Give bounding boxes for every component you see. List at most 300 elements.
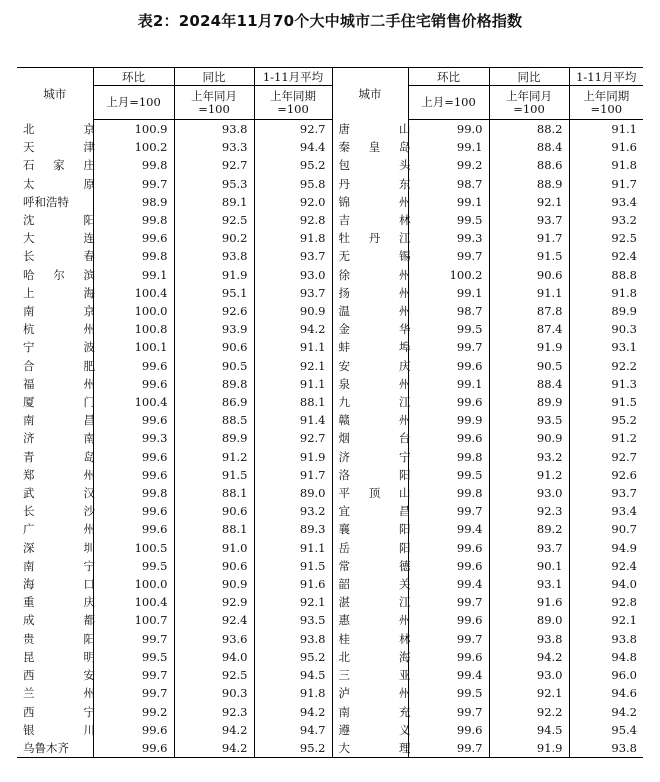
city-name-right — [332, 175, 411, 193]
city-name-right-text: 徐 州 — [338, 267, 411, 282]
city-name-left-text: 杭 州 — [23, 322, 95, 337]
city-name-left-text: 长 沙 — [23, 504, 95, 519]
city-name-left-text: 南 宁 — [23, 558, 95, 573]
city-name-right-text: 岳 阳 — [338, 540, 411, 555]
table-row — [17, 120, 643, 139]
mom-value-left: 99.7 — [93, 175, 174, 193]
avg-value-right: 92.4 — [569, 557, 643, 575]
table-row — [17, 684, 643, 702]
city-name-left-text: 厦 门 — [23, 395, 95, 410]
yoy-value-right: 93.1 — [489, 575, 569, 593]
mom-value-left: 99.8 — [93, 484, 174, 502]
header-mom-base-left: 上月=100 — [93, 86, 174, 120]
city-name-left-text: 长 春 — [23, 249, 95, 264]
table-row — [17, 320, 643, 338]
mom-value-left: 99.6 — [93, 739, 174, 758]
yoy-value-right: 93.2 — [489, 448, 569, 466]
table-row — [17, 539, 643, 557]
city-name-right-text: 温 州 — [338, 304, 411, 319]
yoy-value-right: 90.1 — [489, 557, 569, 575]
table-title: 表2：2024年11月70个大中城市二手住宅销售价格指数 — [137, 12, 523, 30]
avg-value-left: 91.6 — [254, 575, 332, 593]
yoy-value-right: 90.5 — [489, 357, 569, 375]
table-row — [17, 593, 643, 611]
yoy-value-right: 92.1 — [489, 193, 569, 211]
avg-value-right: 91.5 — [569, 393, 643, 411]
city-name-left — [17, 266, 93, 284]
city-name-left — [17, 193, 93, 211]
table-row — [17, 739, 643, 758]
mom-value-left: 99.5 — [93, 648, 174, 666]
mom-value-right: 99.6 — [408, 721, 489, 739]
city-name-right-text: 蚌 埠 — [338, 340, 411, 355]
mom-value-left: 100.0 — [93, 302, 174, 320]
header-avg-base-right: 上年同期 =100 — [569, 86, 643, 120]
city-name-left — [17, 448, 93, 466]
mom-value-left: 99.2 — [93, 703, 174, 721]
header-mom-base-right: 上月=100 — [408, 86, 489, 120]
mom-value-right: 99.4 — [408, 575, 489, 593]
avg-value-left: 95.2 — [254, 648, 332, 666]
mom-value-right: 99.7 — [408, 338, 489, 356]
avg-value-left: 93.2 — [254, 502, 332, 520]
city-name-left — [17, 703, 93, 721]
avg-value-right: 93.4 — [569, 193, 643, 211]
table-body — [17, 120, 643, 758]
table-row — [17, 193, 643, 211]
mom-value-right: 98.7 — [408, 302, 489, 320]
city-name-left-text: 南 京 — [23, 304, 95, 319]
avg-value-right: 91.8 — [569, 284, 643, 302]
yoy-value-right: 91.9 — [489, 338, 569, 356]
yoy-value-left: 90.5 — [174, 357, 254, 375]
avg-value-left: 92.7 — [254, 429, 332, 447]
avg-value-right: 92.5 — [569, 229, 643, 247]
city-name-right — [332, 484, 411, 502]
avg-value-left: 93.7 — [254, 284, 332, 302]
header-yoy-base-left: 上年同月 =100 — [174, 86, 254, 120]
city-name-left-text: 上 海 — [23, 285, 95, 300]
yoy-value-left: 90.3 — [174, 684, 254, 702]
mom-value-left: 100.2 — [93, 138, 174, 156]
mom-value-right: 99.7 — [408, 703, 489, 721]
city-name-left-text: 太 原 — [23, 176, 95, 191]
yoy-value-right: 88.6 — [489, 156, 569, 174]
avg-value-right: 91.3 — [569, 375, 643, 393]
city-name-left — [17, 429, 93, 447]
avg-value-left: 91.1 — [254, 338, 332, 356]
table-row — [17, 375, 643, 393]
city-name-right-text: 丹 东 — [338, 176, 411, 191]
city-name-left — [17, 721, 93, 739]
mom-value-left: 99.6 — [93, 502, 174, 520]
table-row — [17, 703, 643, 721]
yoy-value-left: 94.0 — [174, 648, 254, 666]
city-name-left — [17, 411, 93, 429]
avg-value-right: 91.2 — [569, 429, 643, 447]
avg-value-right: 93.1 — [569, 338, 643, 356]
yoy-value-left: 92.3 — [174, 703, 254, 721]
avg-value-left: 91.8 — [254, 229, 332, 247]
city-name-right-text: 烟 台 — [338, 431, 411, 446]
mom-value-right: 99.9 — [408, 411, 489, 429]
table-row — [17, 429, 643, 447]
avg-value-right: 93.7 — [569, 484, 643, 502]
mom-value-left: 99.8 — [93, 247, 174, 265]
mom-value-left: 99.6 — [93, 229, 174, 247]
avg-value-right: 92.7 — [569, 448, 643, 466]
city-name-right — [332, 411, 411, 429]
avg-value-right: 91.1 — [569, 120, 643, 139]
city-name-left-text: 乌 鲁 木 齐 — [23, 740, 69, 755]
table-row — [17, 648, 643, 666]
yoy-value-right: 92.2 — [489, 703, 569, 721]
table-row — [17, 502, 643, 520]
avg-value-right: 92.2 — [569, 357, 643, 375]
city-name-left-text: 西 宁 — [23, 704, 95, 719]
avg-value-right: 91.8 — [569, 156, 643, 174]
city-name-right-text: 三 亚 — [338, 668, 411, 683]
city-name-right-text: 常 德 — [338, 558, 411, 573]
avg-value-left: 91.1 — [254, 539, 332, 557]
city-name-left-text: 成 都 — [23, 613, 95, 628]
city-name-left — [17, 684, 93, 702]
header-avg-base-left: 上年同期 =100 — [254, 86, 332, 120]
city-name-right — [332, 284, 411, 302]
mom-value-right: 99.1 — [408, 375, 489, 393]
mom-value-right: 99.7 — [408, 502, 489, 520]
city-name-right — [332, 448, 411, 466]
mom-value-right: 99.5 — [408, 320, 489, 338]
avg-value-left: 91.9 — [254, 448, 332, 466]
city-name-right-text: 金 华 — [338, 322, 411, 337]
avg-value-right: 92.6 — [569, 466, 643, 484]
yoy-value-right: 91.9 — [489, 739, 569, 758]
mom-value-left: 100.4 — [93, 284, 174, 302]
city-name-left — [17, 211, 93, 229]
city-name-left — [17, 520, 93, 538]
city-name-right — [332, 575, 411, 593]
yoy-value-right: 93.5 — [489, 411, 569, 429]
city-name-left — [17, 502, 93, 520]
mom-value-right: 99.6 — [408, 539, 489, 557]
city-name-right — [332, 229, 411, 247]
mom-value-right: 99.4 — [408, 520, 489, 538]
city-name-right-text: 宜 昌 — [338, 504, 411, 519]
mom-value-right: 99.7 — [408, 739, 489, 758]
city-name-right — [332, 193, 411, 211]
header-city-left: 城市 — [43, 86, 67, 101]
yoy-value-right: 91.7 — [489, 229, 569, 247]
city-name-left — [17, 338, 93, 356]
mom-value-left: 100.4 — [93, 593, 174, 611]
city-name-right-text: 泉 州 — [338, 376, 411, 391]
table-row — [17, 611, 643, 629]
yoy-value-left: 90.6 — [174, 502, 254, 520]
table-row — [17, 466, 643, 484]
avg-value-left: 93.0 — [254, 266, 332, 284]
avg-value-right: 89.9 — [569, 302, 643, 320]
city-name-right-text: 吉 林 — [338, 213, 411, 228]
avg-value-left: 92.1 — [254, 593, 332, 611]
city-name-right — [332, 539, 411, 557]
city-name-right — [332, 721, 411, 739]
city-name-left-text: 郑 州 — [23, 467, 95, 482]
avg-value-left: 91.8 — [254, 684, 332, 702]
yoy-value-left: 95.3 — [174, 175, 254, 193]
mom-value-right: 99.6 — [408, 429, 489, 447]
city-name-left — [17, 247, 93, 265]
avg-value-right: 92.8 — [569, 593, 643, 611]
mom-value-left: 100.4 — [93, 393, 174, 411]
table-row — [17, 338, 643, 356]
city-name-left-text: 石 家 庄 — [23, 158, 95, 173]
table-header — [17, 68, 643, 120]
city-name-right-text: 牡 丹 江 — [338, 231, 411, 246]
city-name-right-text: 秦 皇 岛 — [338, 140, 411, 155]
mom-value-left: 99.6 — [93, 411, 174, 429]
avg-value-left: 94.7 — [254, 721, 332, 739]
mom-value-right: 99.5 — [408, 211, 489, 229]
yoy-value-left: 92.7 — [174, 156, 254, 174]
avg-value-right: 96.0 — [569, 666, 643, 684]
avg-value-right: 91.6 — [569, 138, 643, 156]
avg-value-left: 94.2 — [254, 320, 332, 338]
mom-value-left: 100.7 — [93, 611, 174, 629]
city-name-left-text: 济 南 — [23, 431, 95, 446]
yoy-value-right: 91.5 — [489, 247, 569, 265]
city-name-left-text: 重 庆 — [23, 595, 95, 610]
avg-value-right: 94.0 — [569, 575, 643, 593]
table-row — [17, 411, 643, 429]
mom-value-left: 99.6 — [93, 520, 174, 538]
city-name-right — [332, 520, 411, 538]
avg-value-left: 94.5 — [254, 666, 332, 684]
city-name-right — [332, 302, 411, 320]
mom-value-right: 100.2 — [408, 266, 489, 284]
city-name-left — [17, 484, 93, 502]
city-name-right-text: 平 顶 山 — [338, 486, 411, 501]
avg-value-left: 95.8 — [254, 175, 332, 193]
avg-value-left: 93.7 — [254, 247, 332, 265]
avg-value-left: 92.8 — [254, 211, 332, 229]
yoy-value-right: 88.4 — [489, 138, 569, 156]
yoy-value-left: 86.9 — [174, 393, 254, 411]
city-name-right — [332, 393, 411, 411]
table-row — [17, 484, 643, 502]
city-name-left-text: 福 州 — [23, 376, 95, 391]
table-row — [17, 721, 643, 739]
header-mom-left: 环比 — [93, 68, 174, 86]
avg-value-right: 94.8 — [569, 648, 643, 666]
yoy-value-left: 92.9 — [174, 593, 254, 611]
city-name-right-text: 安 庆 — [338, 358, 411, 373]
mom-value-right: 99.6 — [408, 611, 489, 629]
city-name-left — [17, 229, 93, 247]
avg-value-left: 91.4 — [254, 411, 332, 429]
mom-value-right: 99.8 — [408, 484, 489, 502]
city-name-left-text: 银 川 — [23, 722, 95, 737]
yoy-value-right: 91.6 — [489, 593, 569, 611]
yoy-value-left: 90.9 — [174, 575, 254, 593]
city-name-left — [17, 466, 93, 484]
avg-value-right: 94.9 — [569, 539, 643, 557]
mom-value-right: 99.6 — [408, 648, 489, 666]
avg-value-right: 91.7 — [569, 175, 643, 193]
mom-value-right: 99.4 — [408, 666, 489, 684]
city-name-left-text: 北 京 — [23, 121, 95, 136]
table-row — [17, 175, 643, 193]
avg-value-right: 93.2 — [569, 211, 643, 229]
city-name-left-text: 西 安 — [23, 668, 95, 683]
table-row — [17, 448, 643, 466]
header-avg-right: 1-11月平均 — [569, 68, 643, 86]
city-name-left-text: 海 口 — [23, 577, 95, 592]
city-name-right — [332, 666, 411, 684]
city-name-right-text: 锦 州 — [338, 194, 411, 209]
header-avg-left: 1-11月平均 — [254, 68, 332, 86]
avg-value-left: 92.0 — [254, 193, 332, 211]
city-name-right-text: 泸 州 — [338, 686, 411, 701]
avg-value-left: 89.0 — [254, 484, 332, 502]
city-name-right — [332, 684, 411, 702]
city-name-right-text: 济 宁 — [338, 449, 411, 464]
yoy-value-left: 91.5 — [174, 466, 254, 484]
yoy-value-left: 93.8 — [174, 247, 254, 265]
mom-value-left: 99.6 — [93, 721, 174, 739]
avg-value-right: 95.2 — [569, 411, 643, 429]
city-name-left — [17, 739, 93, 758]
mom-value-right: 99.1 — [408, 193, 489, 211]
avg-value-left: 90.9 — [254, 302, 332, 320]
city-name-right-text: 襄 阳 — [338, 522, 411, 537]
city-name-right-text: 无 锡 — [338, 249, 411, 264]
city-name-right-text: 北 海 — [338, 649, 411, 664]
avg-value-right: 93.4 — [569, 502, 643, 520]
city-name-right-text: 遵 义 — [338, 722, 411, 737]
table-row — [17, 266, 643, 284]
city-name-left-text: 深 圳 — [23, 540, 95, 555]
mom-value-right: 99.3 — [408, 229, 489, 247]
avg-value-left: 91.7 — [254, 466, 332, 484]
yoy-value-left: 94.2 — [174, 739, 254, 758]
table-row — [17, 156, 643, 174]
city-name-left — [17, 320, 93, 338]
city-name-right-text: 韶 关 — [338, 577, 411, 592]
mom-value-left: 99.6 — [93, 375, 174, 393]
city-name-left-text: 广 州 — [23, 522, 95, 537]
avg-value-right: 93.8 — [569, 739, 643, 758]
yoy-value-left: 90.6 — [174, 338, 254, 356]
avg-value-right: 90.3 — [569, 320, 643, 338]
table-row — [17, 393, 643, 411]
city-name-right — [332, 593, 411, 611]
mom-value-left: 99.8 — [93, 211, 174, 229]
city-name-right-text: 包 头 — [338, 158, 411, 173]
city-name-right — [332, 466, 411, 484]
city-name-left — [17, 284, 93, 302]
header-yoy-right: 同比 — [489, 68, 569, 86]
mom-value-right: 99.7 — [408, 593, 489, 611]
avg-value-left: 92.7 — [254, 120, 332, 139]
city-name-right — [332, 502, 411, 520]
city-name-right — [332, 120, 411, 139]
mom-value-left: 100.9 — [93, 120, 174, 139]
city-name-left — [17, 357, 93, 375]
city-name-right — [332, 739, 411, 758]
yoy-value-left: 89.8 — [174, 375, 254, 393]
mom-value-left: 99.6 — [93, 448, 174, 466]
city-name-left — [17, 648, 93, 666]
table-row — [17, 229, 643, 247]
yoy-value-right: 93.0 — [489, 666, 569, 684]
city-name-left-text: 武 汉 — [23, 486, 95, 501]
city-name-left — [17, 138, 93, 156]
avg-value-left: 88.1 — [254, 393, 332, 411]
yoy-value-left: 90.2 — [174, 229, 254, 247]
city-name-left-text: 沈 阳 — [23, 213, 95, 228]
city-name-right-text: 桂 林 — [338, 631, 411, 646]
city-name-right-text: 赣 州 — [338, 413, 411, 428]
mom-value-right: 98.7 — [408, 175, 489, 193]
city-name-left — [17, 393, 93, 411]
mom-value-left: 99.7 — [93, 666, 174, 684]
yoy-value-left: 88.5 — [174, 411, 254, 429]
city-name-left — [17, 175, 93, 193]
city-name-left-text: 哈 尔 滨 — [23, 267, 95, 282]
city-name-right — [332, 429, 411, 447]
city-name-right-text: 九 江 — [338, 395, 411, 410]
yoy-value-right: 87.4 — [489, 320, 569, 338]
mom-value-right: 99.7 — [408, 247, 489, 265]
table-row — [17, 284, 643, 302]
avg-value-left: 95.2 — [254, 156, 332, 174]
avg-value-left: 95.2 — [254, 739, 332, 758]
avg-value-right: 90.7 — [569, 520, 643, 538]
city-name-left-text: 大 连 — [23, 231, 95, 246]
city-name-right — [332, 338, 411, 356]
city-name-right — [332, 138, 411, 156]
avg-value-right: 92.4 — [569, 247, 643, 265]
city-name-left-text: 宁 波 — [23, 340, 95, 355]
yoy-value-right: 89.0 — [489, 611, 569, 629]
header-yoy-base-right: 上年同月 =100 — [489, 86, 569, 120]
yoy-value-left: 92.4 — [174, 611, 254, 629]
yoy-value-left: 89.1 — [174, 193, 254, 211]
mom-value-right: 99.5 — [408, 684, 489, 702]
avg-value-left: 91.1 — [254, 375, 332, 393]
city-name-left-text: 南 昌 — [23, 413, 95, 428]
yoy-value-left: 91.0 — [174, 539, 254, 557]
mom-value-right: 99.7 — [408, 630, 489, 648]
mom-value-left: 99.8 — [93, 156, 174, 174]
mom-value-left: 98.9 — [93, 193, 174, 211]
city-name-right — [332, 320, 411, 338]
table-row — [17, 520, 643, 538]
city-name-left-text: 兰 州 — [23, 686, 95, 701]
city-name-left-text: 合 肥 — [23, 358, 95, 373]
mom-value-left: 99.7 — [93, 630, 174, 648]
avg-value-right: 95.4 — [569, 721, 643, 739]
yoy-value-left: 95.1 — [174, 284, 254, 302]
city-name-left — [17, 593, 93, 611]
yoy-value-right: 88.9 — [489, 175, 569, 193]
yoy-value-left: 89.9 — [174, 429, 254, 447]
yoy-value-right: 90.6 — [489, 266, 569, 284]
avg-value-right: 92.1 — [569, 611, 643, 629]
city-name-right-text: 大 理 — [338, 740, 411, 755]
city-name-left — [17, 302, 93, 320]
